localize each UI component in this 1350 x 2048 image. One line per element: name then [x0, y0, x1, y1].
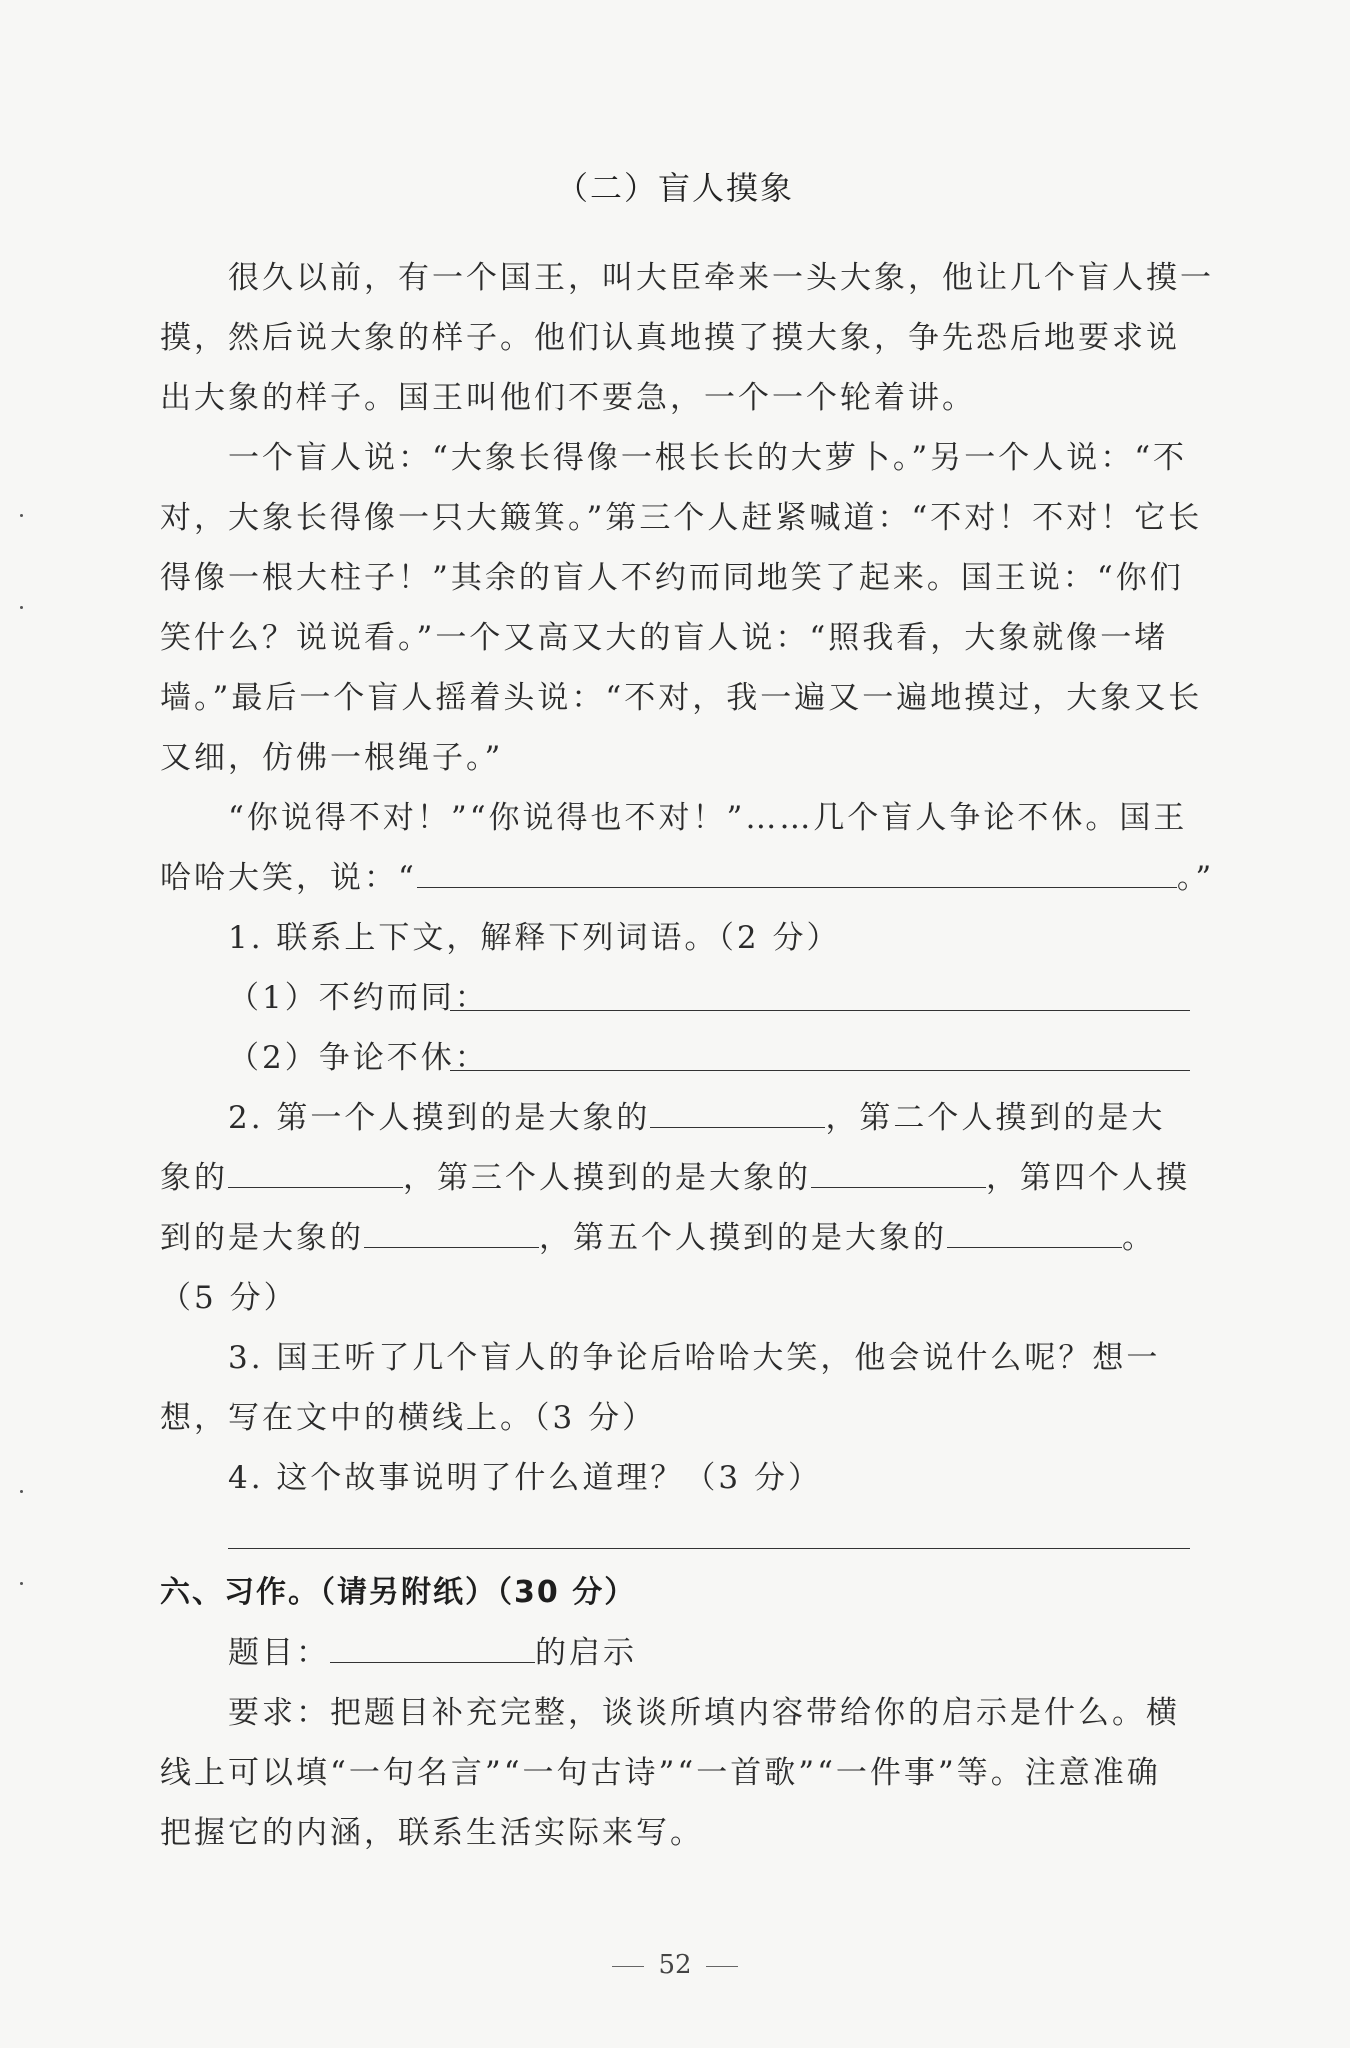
page-number-text: 52 — [658, 1950, 692, 1980]
passage-line-6: 得像一根大柱子！”其余的盲人不约而同地笑了起来。国王说：“你们 — [160, 560, 1184, 596]
section6-topic — [228, 1633, 637, 1673]
q4-answer-line[interactable] — [228, 1548, 1190, 1549]
q2-line2 — [160, 1158, 1190, 1198]
page-number-dash-right — [706, 1966, 738, 1967]
q1-item2 — [228, 1038, 489, 1078]
q2-text-5: ，第四个人摸 — [986, 1160, 1190, 1196]
q2-blank-5[interactable] — [947, 1221, 1122, 1248]
last-line-prefix: 哈哈大笑，说：“ — [160, 860, 417, 896]
section6-req-line1: 要求：把题目补充完整，谈谈所填内容带给你的启示是什么。横 — [228, 1695, 1180, 1731]
q3-line1: 3. 国王听了几个盲人的争论后哈哈大笑，他会说什么呢？想一 — [228, 1340, 1161, 1376]
passage-line-7: 笑什么？说说看。”一个又高又大的盲人说：“照我看，大象就像一堵 — [160, 620, 1169, 656]
q2-blank-4[interactable] — [364, 1221, 539, 1248]
section6-req-line3: 把握它的内涵，联系生活实际来写。 — [160, 1815, 704, 1851]
q1-item1-label: （1）不约而同： — [228, 980, 489, 1016]
passage-line-2: 摸，然后说大象的样子。他们认真地摸了摸大象，争先恐后地要求说 — [160, 320, 1180, 356]
passage-line-8: 墙。”最后一个盲人摇着头说：“不对，我一遍又一遍地摸过，大象又长 — [160, 680, 1203, 716]
passage-title: （二）盲人摸象 — [555, 169, 794, 207]
q2-text-4: ，第三个人摸到的是大象的 — [403, 1160, 811, 1196]
passage-line-10: “你说得不对！”“你说得也不对！”……几个盲人争论不休。国王 — [228, 800, 1188, 836]
passage-line-5: 对，大象长得像一只大簸箕。”第三个人赶紧喊道：“不对！不对！它长 — [160, 500, 1203, 536]
q2-text-2: ，第二个人摸到的是大 — [825, 1100, 1166, 1136]
page-number — [0, 1950, 1350, 1980]
q2-text-6: 到的是大象的 — [160, 1220, 364, 1256]
q2-text-3: 象的 — [160, 1160, 228, 1196]
q2-score: （5 分） — [160, 1280, 298, 1316]
passage-line-4: 一个盲人说：“大象长得像一根长长的大萝卜。”另一个人说：“不 — [228, 440, 1188, 476]
margin-dot — [20, 1582, 23, 1585]
q3-line2: 想，写在文中的横线上。（3 分） — [160, 1400, 657, 1436]
q2-blank-3[interactable] — [811, 1161, 986, 1188]
q1-item2-answer-line[interactable] — [450, 1070, 1190, 1071]
q2-text-1: 2. 第一个人摸到的是大象的 — [228, 1100, 651, 1136]
passage-last-line — [160, 858, 1214, 898]
margin-dot — [20, 514, 23, 517]
section6-req-line2: 线上可以填“一句名言”“一句古诗”“一首歌”“一件事”等。注意准确 — [160, 1755, 1161, 1791]
king-words-blank[interactable] — [417, 861, 1177, 888]
q1-item1 — [228, 978, 489, 1018]
last-line-suffix: 。” — [1176, 860, 1215, 896]
margin-dot — [20, 1490, 23, 1493]
passage-line-9: 又细，仿佛一根绳子。” — [160, 740, 504, 776]
margin-dot — [20, 606, 23, 609]
topic-prefix: 题目： — [228, 1635, 330, 1671]
q2-blank-2[interactable] — [228, 1161, 403, 1188]
q2-text-8: 。 — [1122, 1220, 1156, 1256]
q1-item1-answer-line[interactable] — [450, 1010, 1190, 1011]
q1-stem: 1. 联系上下文，解释下列词语。（2 分） — [228, 920, 841, 956]
passage-line-3: 出大象的样子。国王叫他们不要急，一个一个轮着讲。 — [160, 380, 976, 416]
section6-heading: 六、习作。（请另附纸）（30 分） — [160, 1575, 637, 1610]
q4-stem: 4. 这个故事说明了什么道理？（3 分） — [228, 1460, 823, 1496]
q2-blank-1[interactable] — [650, 1101, 825, 1128]
q2-text-7: ，第五个人摸到的是大象的 — [539, 1220, 947, 1256]
topic-blank[interactable] — [330, 1636, 535, 1663]
passage-line-1: 很久以前，有一个国王，叫大臣牵来一头大象，他让几个盲人摸一 — [228, 260, 1214, 296]
page-number-dash-left — [612, 1966, 644, 1967]
q2-line3 — [160, 1218, 1156, 1258]
q1-item2-label: （2）争论不休： — [228, 1040, 489, 1076]
q2-line1 — [228, 1098, 1165, 1138]
topic-suffix: 的启示 — [535, 1635, 637, 1671]
